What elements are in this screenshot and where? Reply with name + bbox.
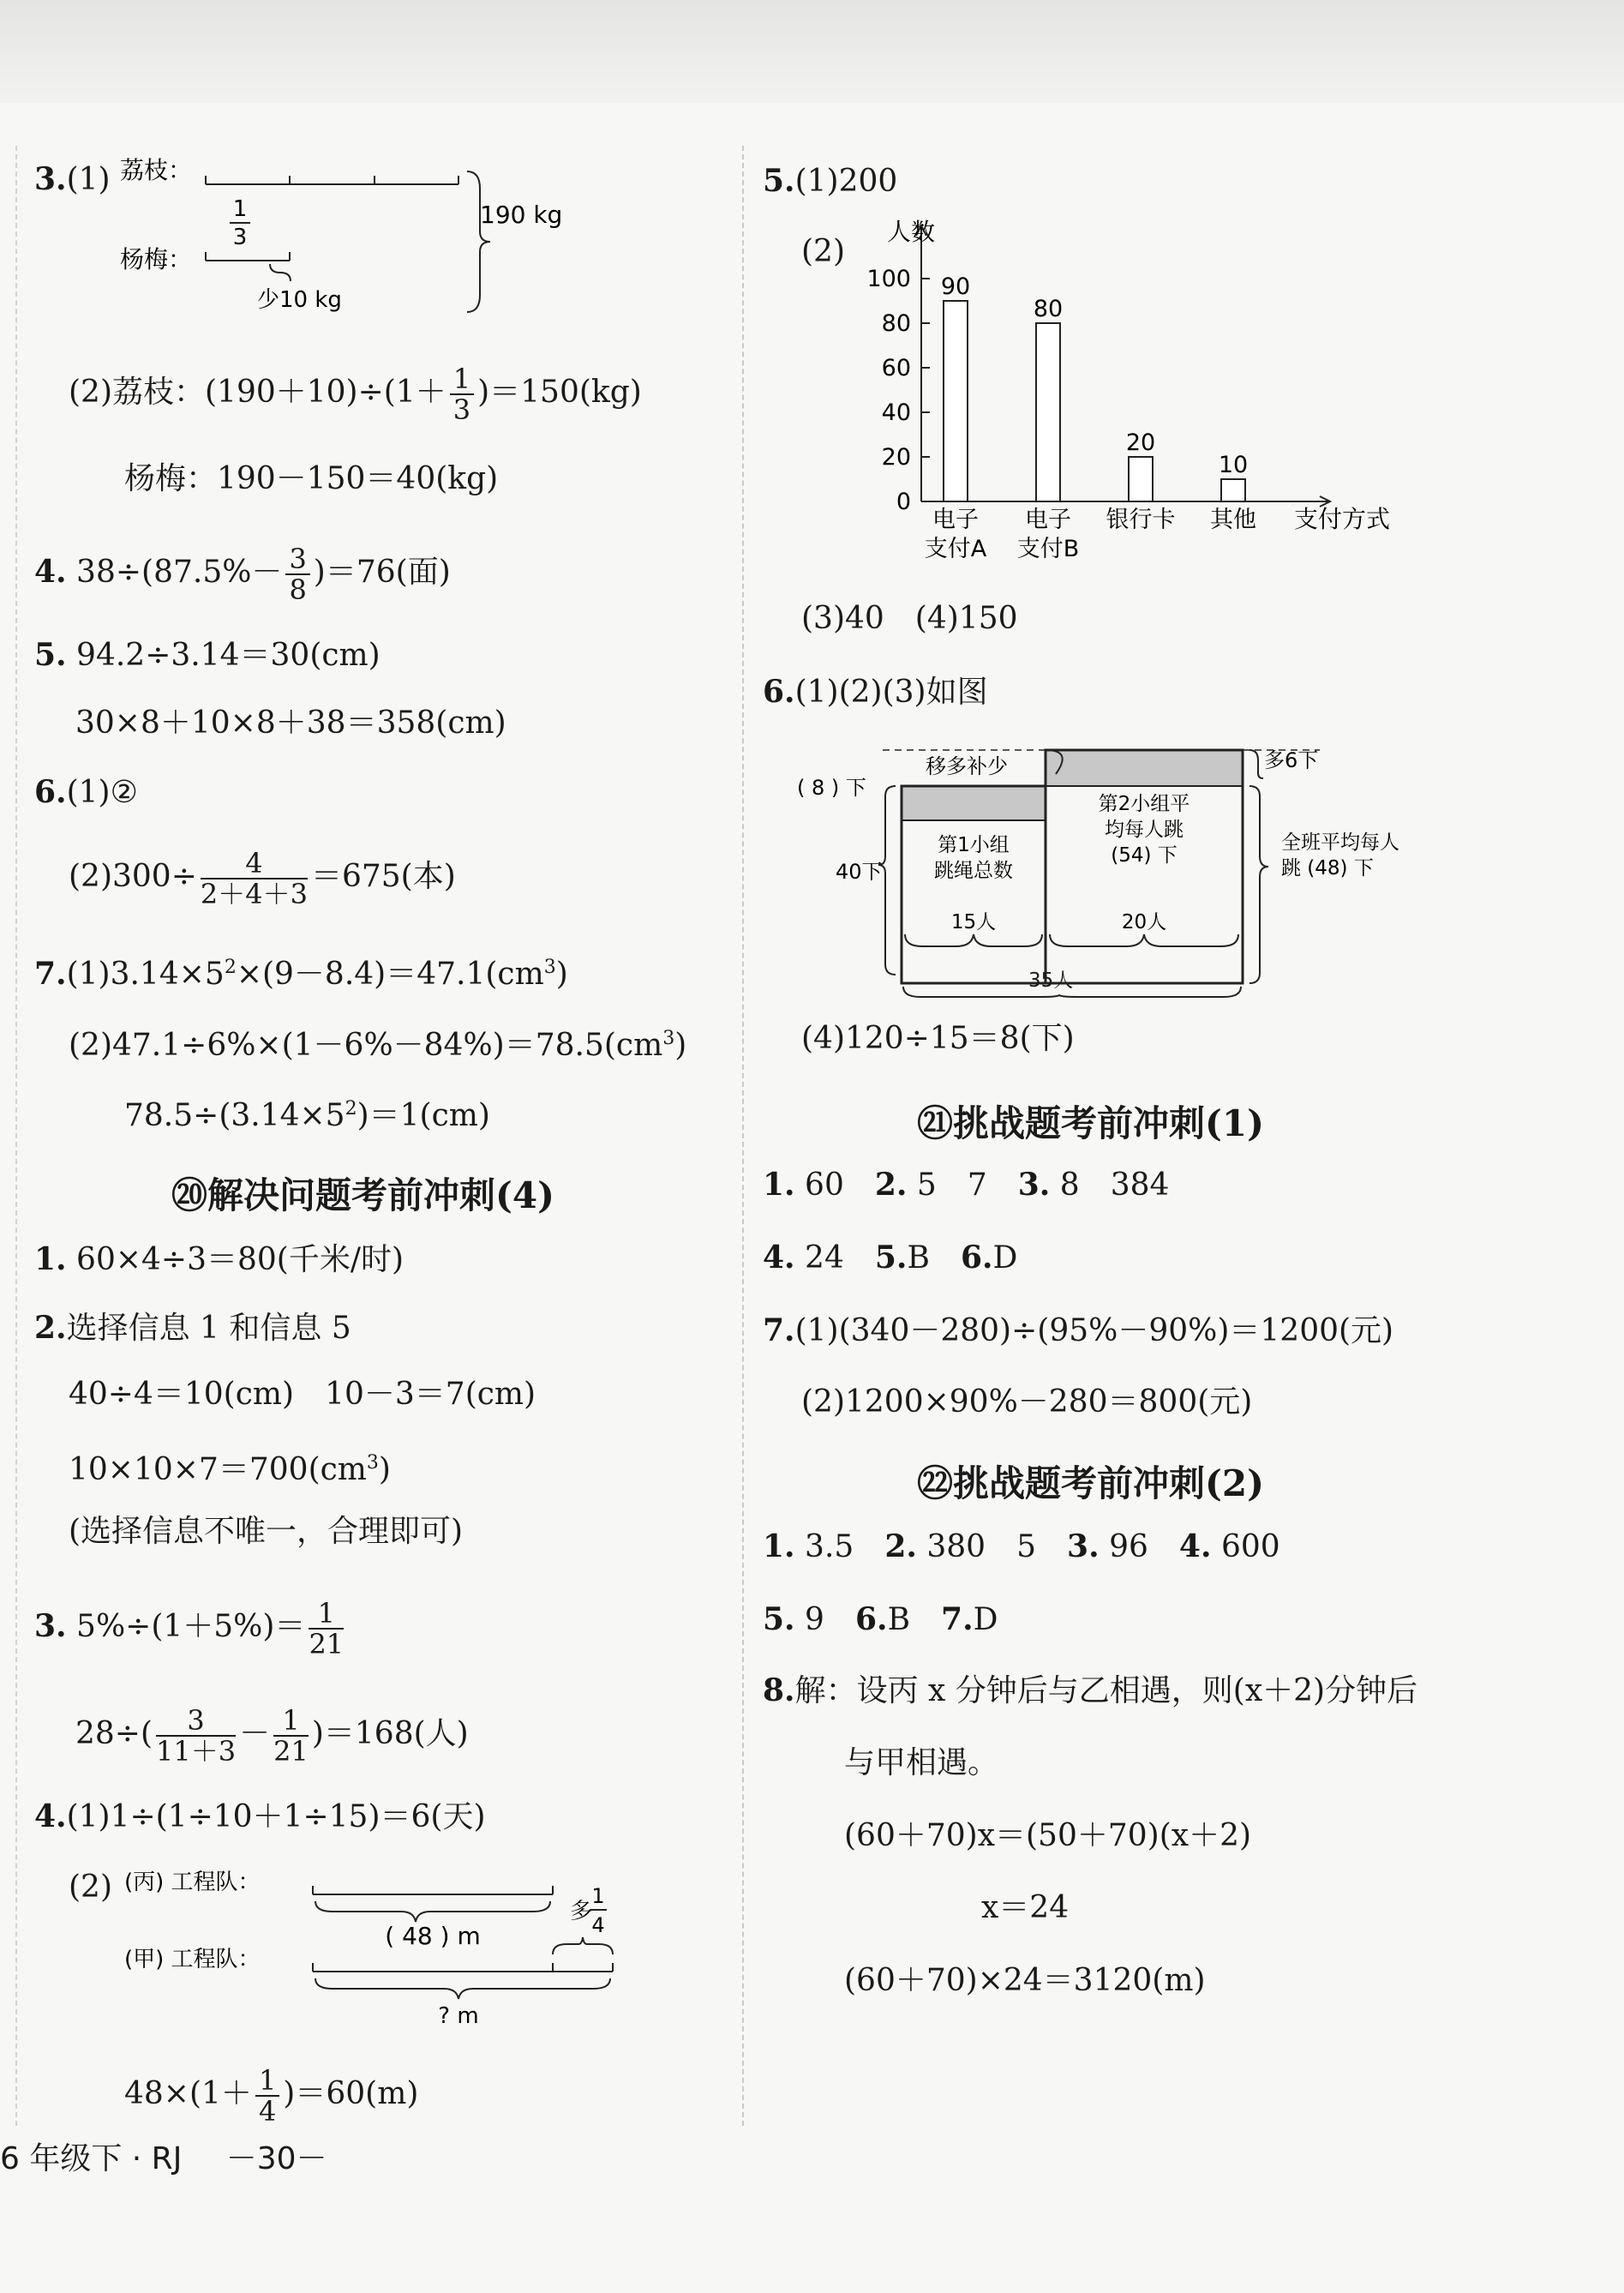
section-20-title: ⑳解决问题考前冲刺(4) <box>171 1174 554 1216</box>
left-q7-line2: $(2)47.1\div 6\%\times(1-6\%-84\%)=78.5(cm^3)$ <box>69 1028 687 1063</box>
y-tick-label: 80 <box>881 310 911 337</box>
right-q5-line1: 5.(1)200 <box>763 163 898 199</box>
move-more-fill-less-label: 移多补少 <box>926 754 1008 778</box>
s20-q1: 1. 60×4÷3＝80(千米/时) <box>34 1241 405 1277</box>
unknown-length-label: ? m <box>438 2003 479 2029</box>
bar-value-label: 80 <box>1033 296 1064 322</box>
lychee-label: 荔枝： <box>120 156 193 184</box>
category-label: 支付B <box>1016 536 1080 562</box>
bayberry-label: 杨梅： <box>120 245 193 273</box>
page-top-band <box>0 0 1624 103</box>
left-q3-part2-line2: 杨梅：190－150＝40(kg) <box>124 461 499 496</box>
total-190kg-label: 190 kg <box>480 201 563 229</box>
category-label: 银行卡 <box>1106 507 1176 533</box>
s22-q8-line4: x＝24 <box>981 1890 1070 1925</box>
grade-label: 6 年级下 · RJ <box>0 2141 183 2176</box>
s20-q4-line3: 48×(1＋ $\frac{1}{4}$ )＝60(m) <box>124 2064 419 2128</box>
right-q6-line4: (4)120÷15＝8(下) <box>801 1021 1075 1056</box>
fraction: $\frac{4}{2+4+3}$ <box>200 847 308 910</box>
category-label: 支付A <box>924 536 987 562</box>
group1-line2: 跳绳总数 <box>934 860 1013 882</box>
fraction: $\frac{1}{4}$ <box>255 2066 279 2126</box>
section-21-title: ㉑挑战题考前冲刺(1) <box>917 1102 1264 1144</box>
class-average-line2: 跳 (48) 下 <box>1281 857 1374 879</box>
left-q7-line3: $78.5\div(3.14\times 5^2)=1(cm)$ <box>124 1098 490 1133</box>
y-tick-label: 20 <box>881 444 911 471</box>
left-margin-rule <box>15 146 17 2126</box>
diagram-frac-num: 1 <box>232 196 248 222</box>
right-q6-line1: 6.(1)(2)(3)如图 <box>763 674 988 710</box>
left-q3-part1: 3.(1) <box>34 161 111 197</box>
left-q4: 4. 38÷(87.5%－ $\frac{3}{8}$ )＝76(面) <box>34 543 451 606</box>
y-axis-label: 人数 <box>887 219 936 246</box>
s20-q2-line2: 40÷4＝10(cm) 10－3＝7(cm) <box>69 1377 536 1412</box>
engineering-team-diagram <box>120 1860 634 2032</box>
bar <box>1129 457 1153 501</box>
s20-q2: 2.选择信息 1 和信息 5 <box>34 1310 351 1346</box>
left-q3-part2: (2)荔枝：(190＋10)÷(1＋ $\frac{1}{3}$ )＝150(kg) <box>69 363 642 426</box>
bar-value-label: 20 <box>1125 429 1156 456</box>
rope-skipping-diagram <box>788 733 1457 999</box>
s22-line1: 1. 3.5 2. 380 5 3. 96 4. 600 <box>763 1528 1280 1564</box>
fraction: $\frac{3}{11+3}$ <box>156 1704 237 1768</box>
right-q5-part2: (2) <box>801 234 845 269</box>
s20-q3-line2: 28÷( $\frac{3}{11+3}$ － $\frac{1}{21}$ )＝168(人) <box>75 1704 469 1768</box>
y-tick-label: 40 <box>881 399 911 426</box>
left-q5-line2: 30×8＋10×8＋38＝358(cm) <box>75 705 506 741</box>
less-10kg-label: 少10 kg <box>257 287 342 313</box>
s21-line1: 1. 60 2. 5 7 3. 8 384 <box>763 1167 1170 1203</box>
s21-q7-line2: (2)1200×90%－280＝800(元) <box>801 1384 1253 1420</box>
fraction: $\frac{3}{8}$ <box>285 544 309 604</box>
s20-q3-line1: 3. 5%÷(1＋5%)＝ $\frac{1}{21}$ <box>34 1597 345 1660</box>
diff-8-label: ( 8 ) 下 <box>797 776 866 800</box>
y-tick-label: 0 <box>896 489 911 515</box>
class-average-line1: 全班平均每人 <box>1281 831 1399 854</box>
s20-q4-part2: (2) <box>69 1870 112 1905</box>
group1-count: 15人 <box>950 911 997 933</box>
s20-q2-line3: $10\times 10\times 7=700(cm^3)$ <box>69 1452 391 1487</box>
team-jia-label: (甲) 工程队： <box>124 1947 261 1972</box>
more-6-label: 多6下 <box>1264 748 1319 772</box>
group1-line1: 第1小组 <box>938 834 1010 856</box>
fraction: $\frac{1}{21}$ <box>309 1597 345 1660</box>
bar <box>944 301 968 501</box>
s22-q8-line2: 与甲相遇。 <box>844 1745 999 1780</box>
fraction: $\frac{1}{3}$ <box>450 364 474 424</box>
y-tick-label: 100 <box>866 266 911 292</box>
more-label: 多 <box>570 1899 593 1924</box>
page-number: －30－ <box>225 2141 327 2176</box>
more-frac-den: 4 <box>591 1913 605 1937</box>
left-q5-line1: 5. 94.2÷3.14＝30(cm) <box>34 637 381 673</box>
bar <box>1036 323 1060 501</box>
category-label: 电子 <box>932 507 979 533</box>
s22-q8-line1: 8.解：设丙 x 分钟后与乙相遇，则(x＋2)分钟后 <box>763 1672 1418 1708</box>
s20-q2-line4: (选择信息不唯一，合理即可) <box>69 1514 464 1549</box>
left-q6-line1: 6.(1)② <box>34 774 138 810</box>
s21-line2: 4. 24 5.B 6.D <box>763 1240 1018 1276</box>
section-22-title: ㉒挑战题考前冲刺(2) <box>917 1462 1264 1504</box>
more-frac-num: 1 <box>591 1884 605 1908</box>
y-tick-label: 60 <box>881 355 911 381</box>
category-label: 其他 <box>1210 507 1256 533</box>
length-48m-label: ( 48 ) m <box>385 1922 481 1950</box>
group2-line3: (54) 下 <box>1111 844 1178 867</box>
s20-q4-line1: 4.(1)1÷(1÷10＋1÷15)＝6(天) <box>34 1798 486 1834</box>
diagram-frac-den: 3 <box>232 225 248 250</box>
payment-method-bar-chart <box>848 219 1431 579</box>
lychee-bayberry-diagram <box>120 154 600 326</box>
forty-label: 40下 <box>836 860 883 884</box>
bar <box>1221 479 1245 501</box>
page-footer <box>0 2134 327 2178</box>
left-q7-line1: $7.(1)3.14\times 5^2\times(9-8.4)=47.1(cm^3)$ <box>34 956 568 992</box>
bar-value-label: 90 <box>940 273 971 300</box>
group2-line1: 第2小组平 <box>1098 793 1190 815</box>
column-divider <box>742 146 744 2126</box>
team-bing-label: (丙) 工程队： <box>124 1870 261 1895</box>
bar-value-label: 10 <box>1218 452 1249 478</box>
right-q5-line3: (3)40 (4)150 <box>801 601 1018 636</box>
x-axis-label: 支付方式 <box>1294 505 1391 533</box>
s22-q8-line3: (60＋70)x＝(50＋70)(x＋2) <box>844 1818 1252 1853</box>
fraction: $\frac{1}{21}$ <box>273 1704 309 1768</box>
left-q6-line2: (2)300÷ $\frac{4}{2+4+3}$ ＝675(本) <box>69 847 456 910</box>
s21-q7-line1: 7.(1)(340－280)÷(95%－90%)＝1200(元) <box>763 1312 1394 1348</box>
category-label: 电子 <box>1025 507 1071 533</box>
group2-count: 20人 <box>1121 911 1167 933</box>
s22-line2: 5. 9 6.B 7.D <box>763 1601 998 1637</box>
group2-line2: 均每人跳 <box>1105 819 1184 841</box>
total-count: 35人 <box>1028 969 1074 992</box>
s22-q8-line5: (60＋70)×24＝3120(m) <box>844 1963 1206 1998</box>
